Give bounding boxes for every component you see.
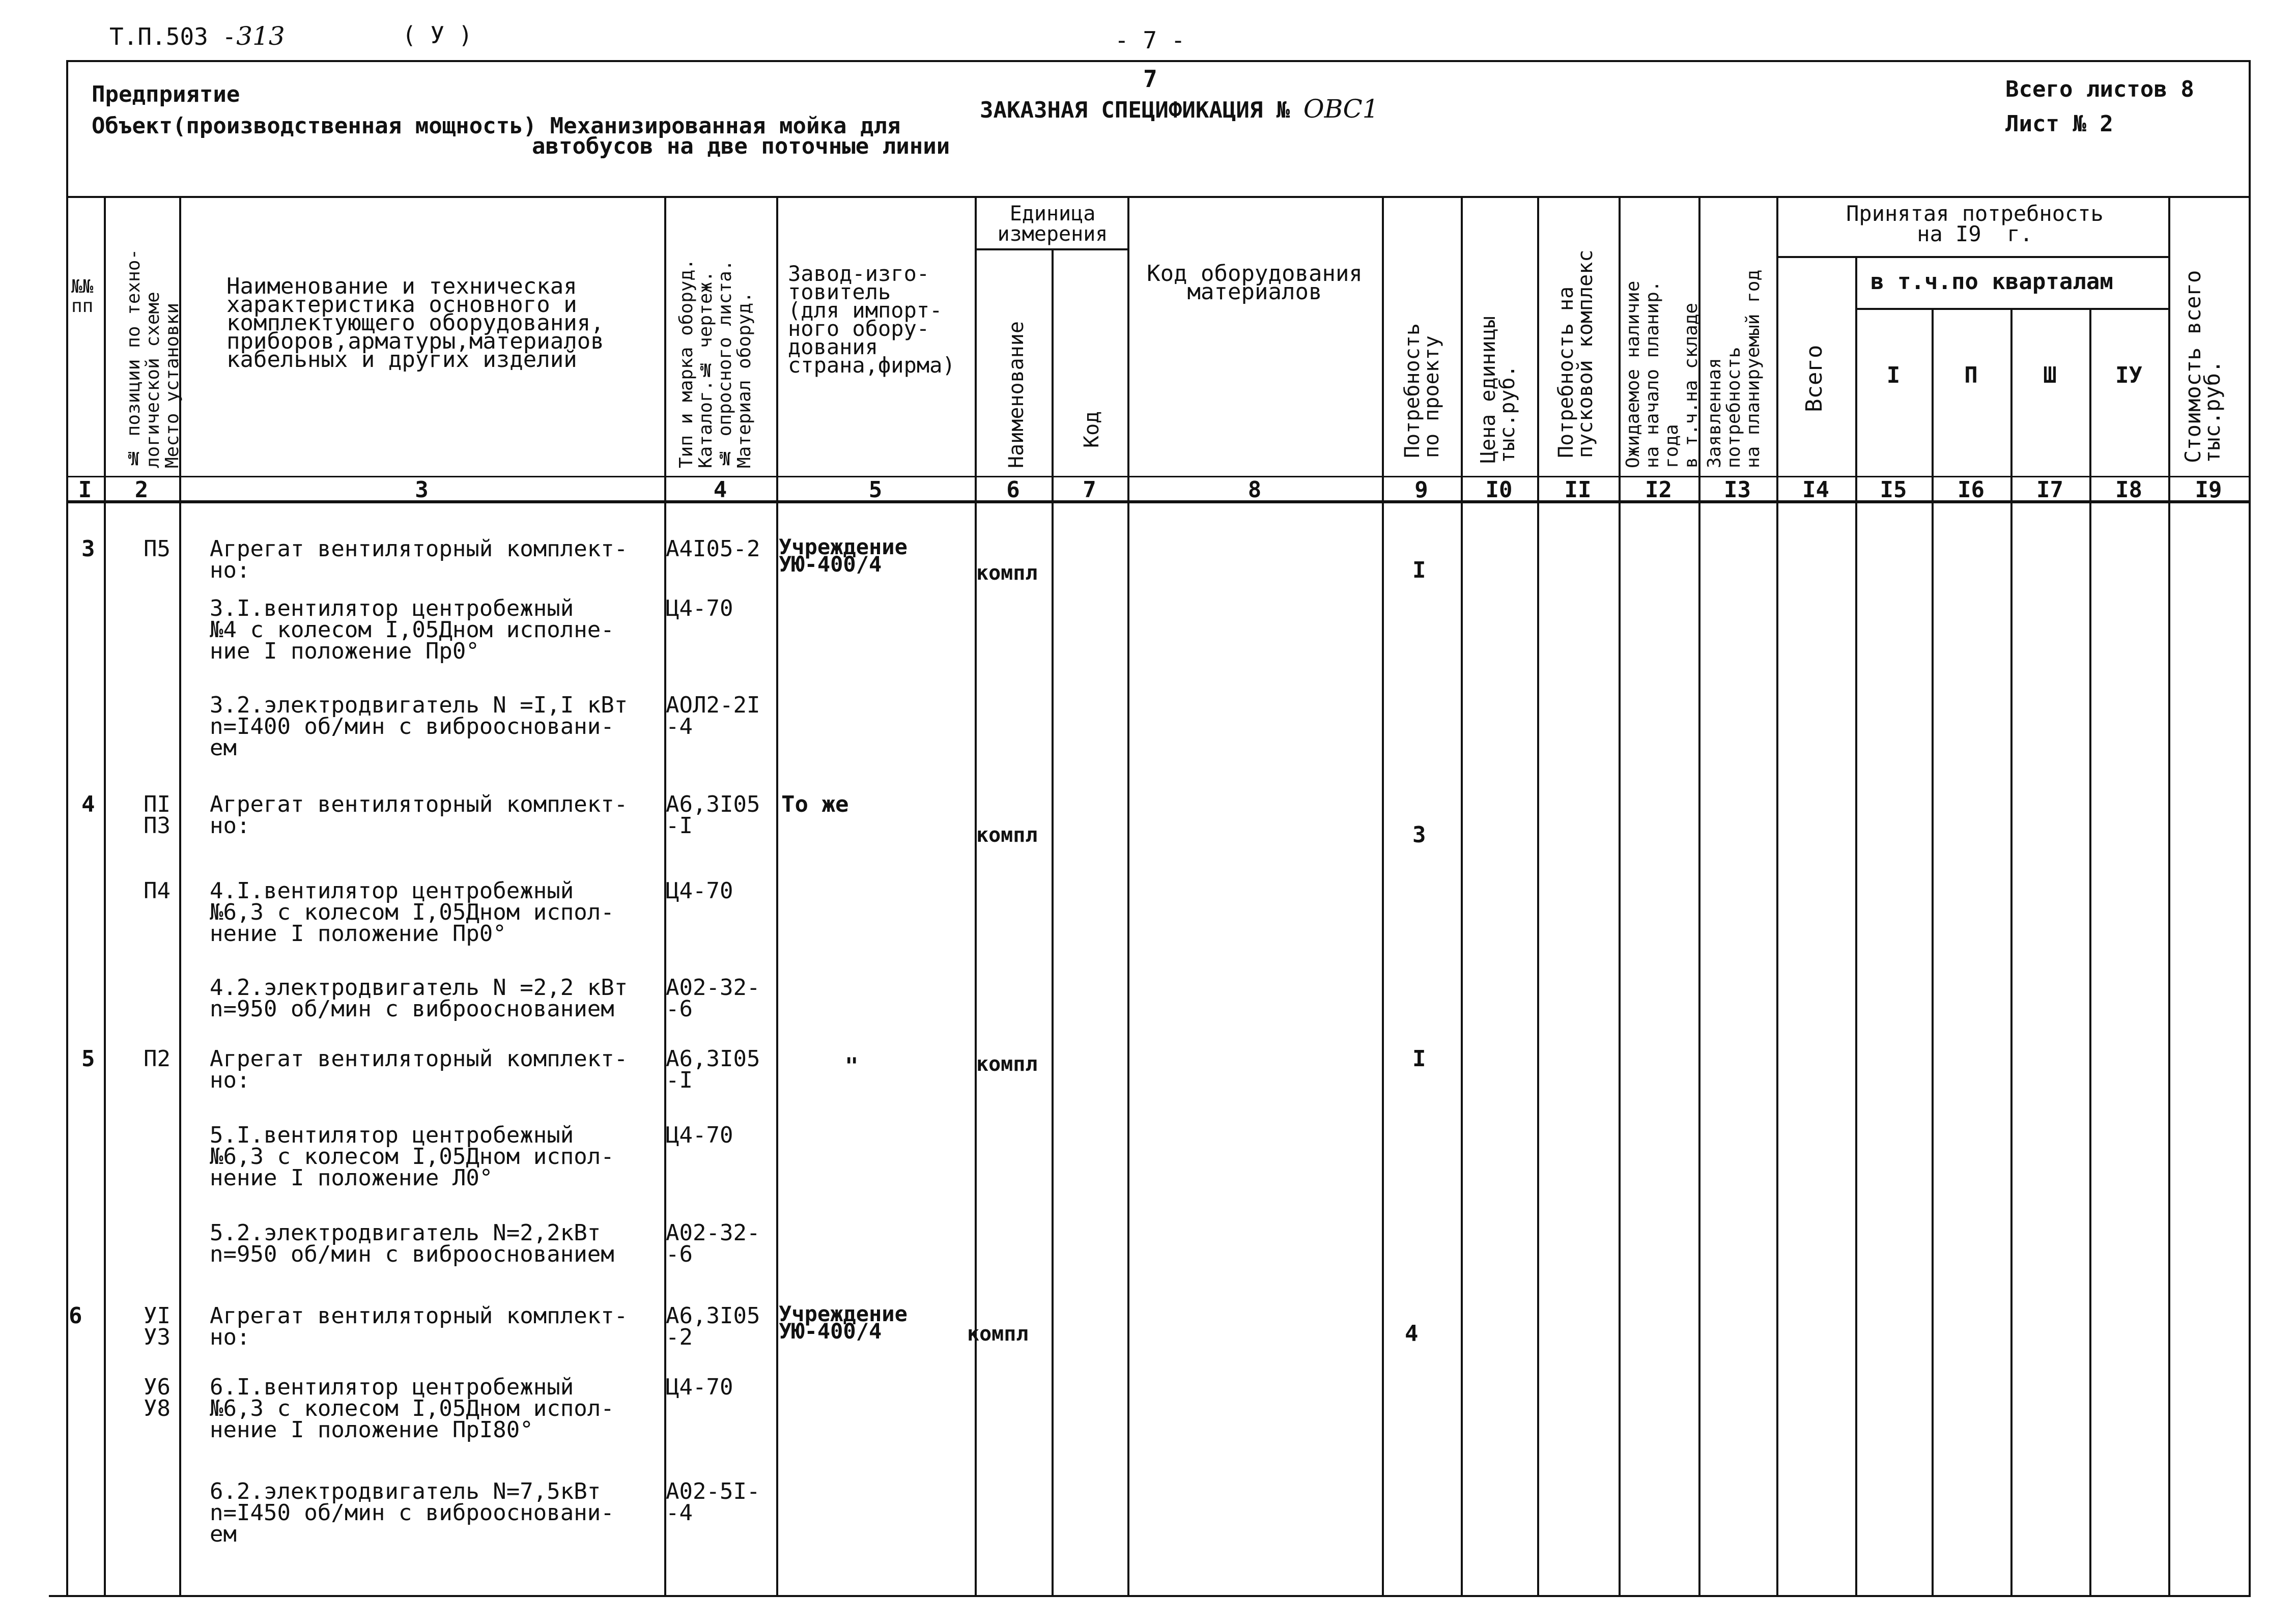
row-type: АОЛ2-2I -4 <box>666 692 760 739</box>
row-type: А02-5I- -4 <box>666 1478 760 1526</box>
enterprise-label: Предприятие <box>92 81 240 107</box>
row-type: Ц4-70 <box>666 1374 733 1400</box>
col-header-11: Потребность на пусковой комплекс <box>1554 249 1597 458</box>
row-name: 5.I.вентилятор центробежный №6,3 с колесом I,05Дном испол- нение I положение Л0° <box>210 1122 614 1191</box>
row-qty: I <box>1412 557 1426 583</box>
doc-code-handwritten: 313 <box>236 21 285 51</box>
row-position: ПI П3 <box>144 791 171 839</box>
object-line-2: автобусов на две поточные линии <box>532 133 950 159</box>
row-name: 6.I.вентилятор центробежный №6,3 с колесом I,05Дном испол- нение I положение ПрI80° <box>210 1374 614 1443</box>
col-header-14-group: Принятая потребность на I9 г. <box>1846 201 2104 246</box>
total-sheets: Всего листов 8 <box>2005 76 2194 102</box>
row-qty: 3 <box>1412 822 1426 848</box>
row-name: Агрегат вентиляторный комплект- но: <box>210 536 628 583</box>
object-line-1: Объект(производственная мощность) Механизированная мойка для <box>92 113 901 139</box>
row-position: У6 У8 <box>144 1374 171 1421</box>
row-name: 3.2.электродвигатель N =I,I кВт n=I400 об/мин с виброосновани- ем <box>210 692 628 761</box>
row-type: А6,3I05 -2 <box>666 1303 760 1350</box>
col-num-10: I0 <box>1485 477 1513 503</box>
col-num-1: I <box>78 477 92 503</box>
col-header-6-group: Единица измерения <box>997 202 1108 246</box>
col-header-15: I <box>1886 362 1901 388</box>
row-name: Агрегат вентиляторный комплект- но: <box>210 791 628 839</box>
col-num-2: 2 <box>134 477 149 503</box>
col-header-7: Код <box>1080 411 1103 448</box>
sheet-number: Лист № 2 <box>2005 111 2113 137</box>
row-type: Ц4-70 <box>666 1122 733 1148</box>
col-header-5: Завод-изго- товитель (для импорт- ного обору- дования страна,фирма) <box>788 261 955 378</box>
col-num-18: I8 <box>2115 477 2142 503</box>
col-num-9: 9 <box>1414 477 1428 503</box>
row-position: П4 <box>144 878 171 904</box>
row-type: А6,3I05 -I <box>666 1046 760 1093</box>
row-type: А02-32- -6 <box>666 1220 760 1267</box>
col-num-8: 8 <box>1248 477 1262 503</box>
col-header-4: Тип и марка оборуд. Каталог.№ чертеж. № опросного листа. Материал оборуд. <box>676 259 755 468</box>
col-header-14: Всего <box>1801 345 1827 412</box>
row-no: 5 <box>81 1046 95 1072</box>
row-name: Агрегат вентиляторный комплект- но: <box>210 1046 628 1093</box>
col-num-5: 5 <box>868 477 883 503</box>
row-type: Ц4-70 <box>666 878 733 904</box>
row-type: А4I05-2 <box>666 536 760 562</box>
row-no: 4 <box>81 791 95 817</box>
col-header-8: Код оборудования материалов <box>1147 261 1363 305</box>
col-num-17: I7 <box>2036 477 2063 503</box>
row-maker: То же <box>781 791 849 817</box>
col-header-19: Стоимость всего тыс.руб. <box>2180 270 2225 463</box>
doc-code-print: Т.П.503 - <box>109 23 237 50</box>
row-position: П5 <box>144 536 171 562</box>
row-maker: Учреждение УЮ-400/4 <box>779 534 908 577</box>
spec-title-text: ЗАКАЗНАЯ СПЕЦИФИКАЦИЯ № <box>980 97 1290 123</box>
row-unit: компл <box>976 561 1038 585</box>
row-name: 3.I.вентилятор центробежный №4 с колесом I,05Дном исполне- ние I положение Пр0° <box>210 595 614 664</box>
page-number: - 7 - <box>1115 26 1185 54</box>
row-name: Агрегат вентиляторный комплект- но: <box>210 1303 628 1350</box>
col-num-15: I5 <box>1880 477 1907 503</box>
col-header-9: Потребность по проекту <box>1401 323 1443 458</box>
col-header-13: Заявленная потребность на планируемый год <box>1704 269 1764 468</box>
col-num-14: I4 <box>1802 477 1829 503</box>
row-position: УI У3 <box>144 1303 171 1350</box>
row-type: Ц4-70 <box>666 595 733 621</box>
row-no: 6 <box>69 1303 82 1329</box>
col-header-18: IУ <box>2115 362 2142 388</box>
col-num-13: I3 <box>1724 477 1751 503</box>
col-num-12: I2 <box>1645 477 1672 503</box>
col-num-3: 3 <box>415 477 429 503</box>
row-position: П2 <box>144 1046 171 1072</box>
row-unit: компл <box>967 1322 1029 1346</box>
doc-code <box>109 21 285 51</box>
row-name: 4.I.вентилятор центробежный №6,3 с колесом I,05Дном испол- нение I положение Пр0° <box>210 878 614 947</box>
row-name: 4.2.электродвигатель N =2,2 кВт n=950 об/мин с виброоснованием <box>210 975 628 1022</box>
col-num-6: 6 <box>1006 477 1020 503</box>
row-unit: компл <box>976 1052 1038 1076</box>
row-maker: Учреждение УЮ-400/4 <box>779 1301 908 1344</box>
col-header-3: Наименование и техническая характеристика основного и комплектующего оборудования, приборов,арматуры,материалов кабельных и других изделий <box>226 273 604 373</box>
col-header-2: № позиции по техно- логической схеме Место установки <box>123 248 183 468</box>
col-header-6: Наименование <box>1005 321 1028 468</box>
spec-number: ОВС1 <box>1303 94 1379 124</box>
col-num-7: 7 <box>1083 477 1096 503</box>
row-type: А6,3I05 -I <box>666 791 760 839</box>
row-name: 5.2.электродвигатель N=2,2кВт n=950 об/мин с виброоснованием <box>210 1220 614 1267</box>
col-num-19: I9 <box>2195 477 2222 503</box>
doc-mark: ( У ) <box>402 21 473 49</box>
row-maker: " <box>845 1053 859 1079</box>
row-qty: I <box>1412 1046 1426 1072</box>
col-header-16: П <box>1964 362 1978 388</box>
col-num-16: I6 <box>1958 477 1985 503</box>
quarters-group: в т.ч.по кварталам <box>1870 269 2113 295</box>
row-type: А02-32- -6 <box>666 975 760 1022</box>
row-no: 3 <box>81 536 95 562</box>
row-name: 6.2.электродвигатель N=7,5кВт n=I450 об/мин с виброосновани- ем <box>210 1478 614 1547</box>
row-unit: компл <box>976 823 1038 847</box>
col-num-11: II <box>1564 477 1592 503</box>
col-header-17: Ш <box>2043 362 2057 388</box>
col-header-12: Ожидаемое наличие на начало планир. года в т.ч.на складе <box>1623 280 1702 468</box>
spec-title <box>980 94 1379 124</box>
col-header-1: №№ пп <box>71 276 94 317</box>
col-num-4: 4 <box>713 477 727 503</box>
col-header-10: Цена единицы тыс.руб. <box>1477 316 1519 463</box>
sheet-mark: 7 <box>1143 65 1157 93</box>
row-qty: 4 <box>1405 1321 1419 1347</box>
